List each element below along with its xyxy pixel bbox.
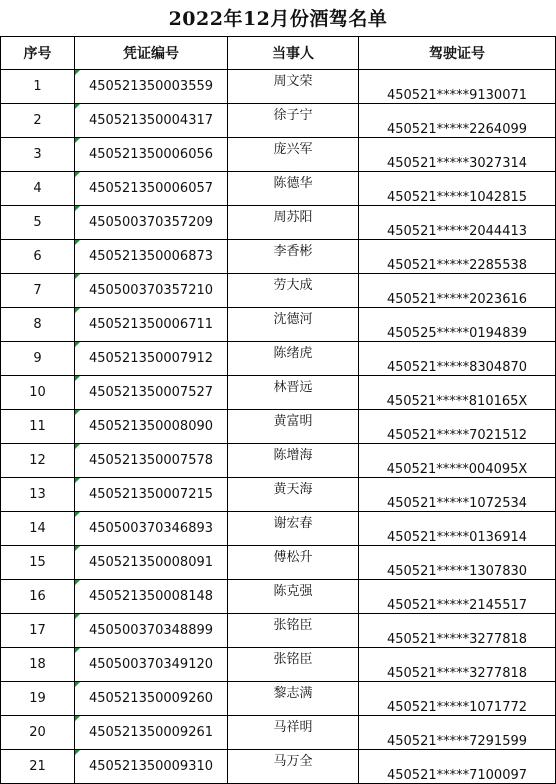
cell-party: 林晋远 (228, 376, 359, 410)
header-voucher: 凭证编号 (75, 37, 228, 70)
cell-party: 周文荣 (228, 70, 359, 104)
table-header-row (1, 37, 556, 70)
cell-party: 李香彬 (228, 240, 359, 274)
cell-party: 黎志满 (228, 682, 359, 716)
cell-license: 450521*****3027314 (359, 138, 556, 172)
table-row (1, 614, 556, 648)
cell-license: 450521*****0136914 (359, 512, 556, 546)
table-row (1, 172, 556, 206)
cell-license: 450521*****2264099 (359, 104, 556, 138)
cell-license: 450521*****7100097 (359, 750, 556, 784)
cell-seq: 1 (1, 70, 75, 104)
table-row (1, 682, 556, 716)
cell-seq: 20 (1, 716, 75, 750)
header-license: 驾驶证号 (359, 37, 556, 70)
cell-license: 450521*****1307830 (359, 546, 556, 580)
cell-license: 450521*****2023616 (359, 274, 556, 308)
cell-party: 陈克强 (228, 580, 359, 614)
cell-license: 450521*****810165X (359, 376, 556, 410)
cell-voucher: 450500370346893 (75, 512, 228, 546)
cell-party: 陈绪虎 (228, 342, 359, 376)
table-row (1, 104, 556, 138)
cell-party: 张铭臣 (228, 614, 359, 648)
cell-seq: 9 (1, 342, 75, 376)
table-row (1, 342, 556, 376)
cell-voucher: 450521350007215 (75, 478, 228, 512)
cell-seq: 15 (1, 546, 75, 580)
cell-seq: 19 (1, 682, 75, 716)
cell-voucher: 450521350008148 (75, 580, 228, 614)
cell-voucher: 450521350003559 (75, 70, 228, 104)
cell-license: 450521*****3277818 (359, 614, 556, 648)
document-title: 2022年12月份酒驾名单 (168, 8, 388, 30)
cell-voucher: 450500370357209 (75, 206, 228, 240)
cell-seq: 18 (1, 648, 75, 682)
cell-party: 黄富明 (228, 410, 359, 444)
cell-seq: 13 (1, 478, 75, 512)
cell-voucher: 450521350006711 (75, 308, 228, 342)
cell-voucher: 450521350009260 (75, 682, 228, 716)
table-row (1, 206, 556, 240)
cell-party: 陈德华 (228, 172, 359, 206)
table-body (1, 70, 556, 784)
cell-seq: 10 (1, 376, 75, 410)
cell-party: 张铭臣 (228, 648, 359, 682)
cell-voucher: 450521350006057 (75, 172, 228, 206)
cell-seq: 4 (1, 172, 75, 206)
cell-license: 450521*****2145517 (359, 580, 556, 614)
table-row (1, 478, 556, 512)
table-row (1, 580, 556, 614)
cell-party: 周苏阳 (228, 206, 359, 240)
table-row (1, 138, 556, 172)
drunk-driving-table (0, 36, 556, 784)
cell-party: 黄天海 (228, 478, 359, 512)
cell-seq: 5 (1, 206, 75, 240)
table-row (1, 648, 556, 682)
cell-license: 450521*****1071772 (359, 682, 556, 716)
cell-party: 陈增海 (228, 444, 359, 478)
cell-seq: 11 (1, 410, 75, 444)
cell-party: 谢宏春 (228, 512, 359, 546)
table-row (1, 444, 556, 478)
cell-license: 450521*****1042815 (359, 172, 556, 206)
cell-license: 450525*****0194839 (359, 308, 556, 342)
table-row (1, 70, 556, 104)
cell-seq: 14 (1, 512, 75, 546)
cell-party: 马万全 (228, 750, 359, 784)
table-row (1, 240, 556, 274)
cell-party: 马祥明 (228, 716, 359, 750)
cell-seq: 21 (1, 750, 75, 784)
cell-voucher: 450500370348899 (75, 614, 228, 648)
cell-party: 庞兴军 (228, 138, 359, 172)
table-row (1, 308, 556, 342)
cell-license: 450521*****3277818 (359, 648, 556, 682)
cell-voucher: 450521350004317 (75, 104, 228, 138)
cell-voucher: 450521350007527 (75, 376, 228, 410)
cell-party: 劳大成 (228, 274, 359, 308)
cell-license: 450521*****9130071 (359, 70, 556, 104)
cell-license: 450521*****7291599 (359, 716, 556, 750)
cell-license: 450521*****7021512 (359, 410, 556, 444)
table-row (1, 546, 556, 580)
cell-license: 450521*****004095X (359, 444, 556, 478)
table-row (1, 274, 556, 308)
cell-license: 450521*****8304870 (359, 342, 556, 376)
header-party: 当事人 (228, 37, 359, 70)
cell-voucher: 450521350008091 (75, 546, 228, 580)
table-row (1, 376, 556, 410)
cell-seq: 2 (1, 104, 75, 138)
cell-seq: 17 (1, 614, 75, 648)
cell-voucher: 450500370357210 (75, 274, 228, 308)
cell-voucher: 450500370349120 (75, 648, 228, 682)
cell-seq: 6 (1, 240, 75, 274)
cell-voucher: 450521350009261 (75, 716, 228, 750)
cell-seq: 8 (1, 308, 75, 342)
cell-voucher: 450521350006056 (75, 138, 228, 172)
cell-party: 徐子宁 (228, 104, 359, 138)
cell-voucher: 450521350008090 (75, 410, 228, 444)
table-row (1, 750, 556, 784)
cell-license: 450521*****2044413 (359, 206, 556, 240)
cell-seq: 12 (1, 444, 75, 478)
cell-voucher: 450521350009310 (75, 750, 228, 784)
cell-seq: 3 (1, 138, 75, 172)
header-seq: 序号 (1, 37, 75, 70)
cell-license: 450521*****2285538 (359, 240, 556, 274)
table-row (1, 410, 556, 444)
table-row (1, 512, 556, 546)
cell-seq: 16 (1, 580, 75, 614)
cell-voucher: 450521350007912 (75, 342, 228, 376)
cell-party: 沈德河 (228, 308, 359, 342)
cell-seq: 7 (1, 274, 75, 308)
cell-voucher: 450521350006873 (75, 240, 228, 274)
cell-license: 450521*****1072534 (359, 478, 556, 512)
cell-voucher: 450521350007578 (75, 444, 228, 478)
cell-party: 傅松升 (228, 546, 359, 580)
table-row (1, 716, 556, 750)
